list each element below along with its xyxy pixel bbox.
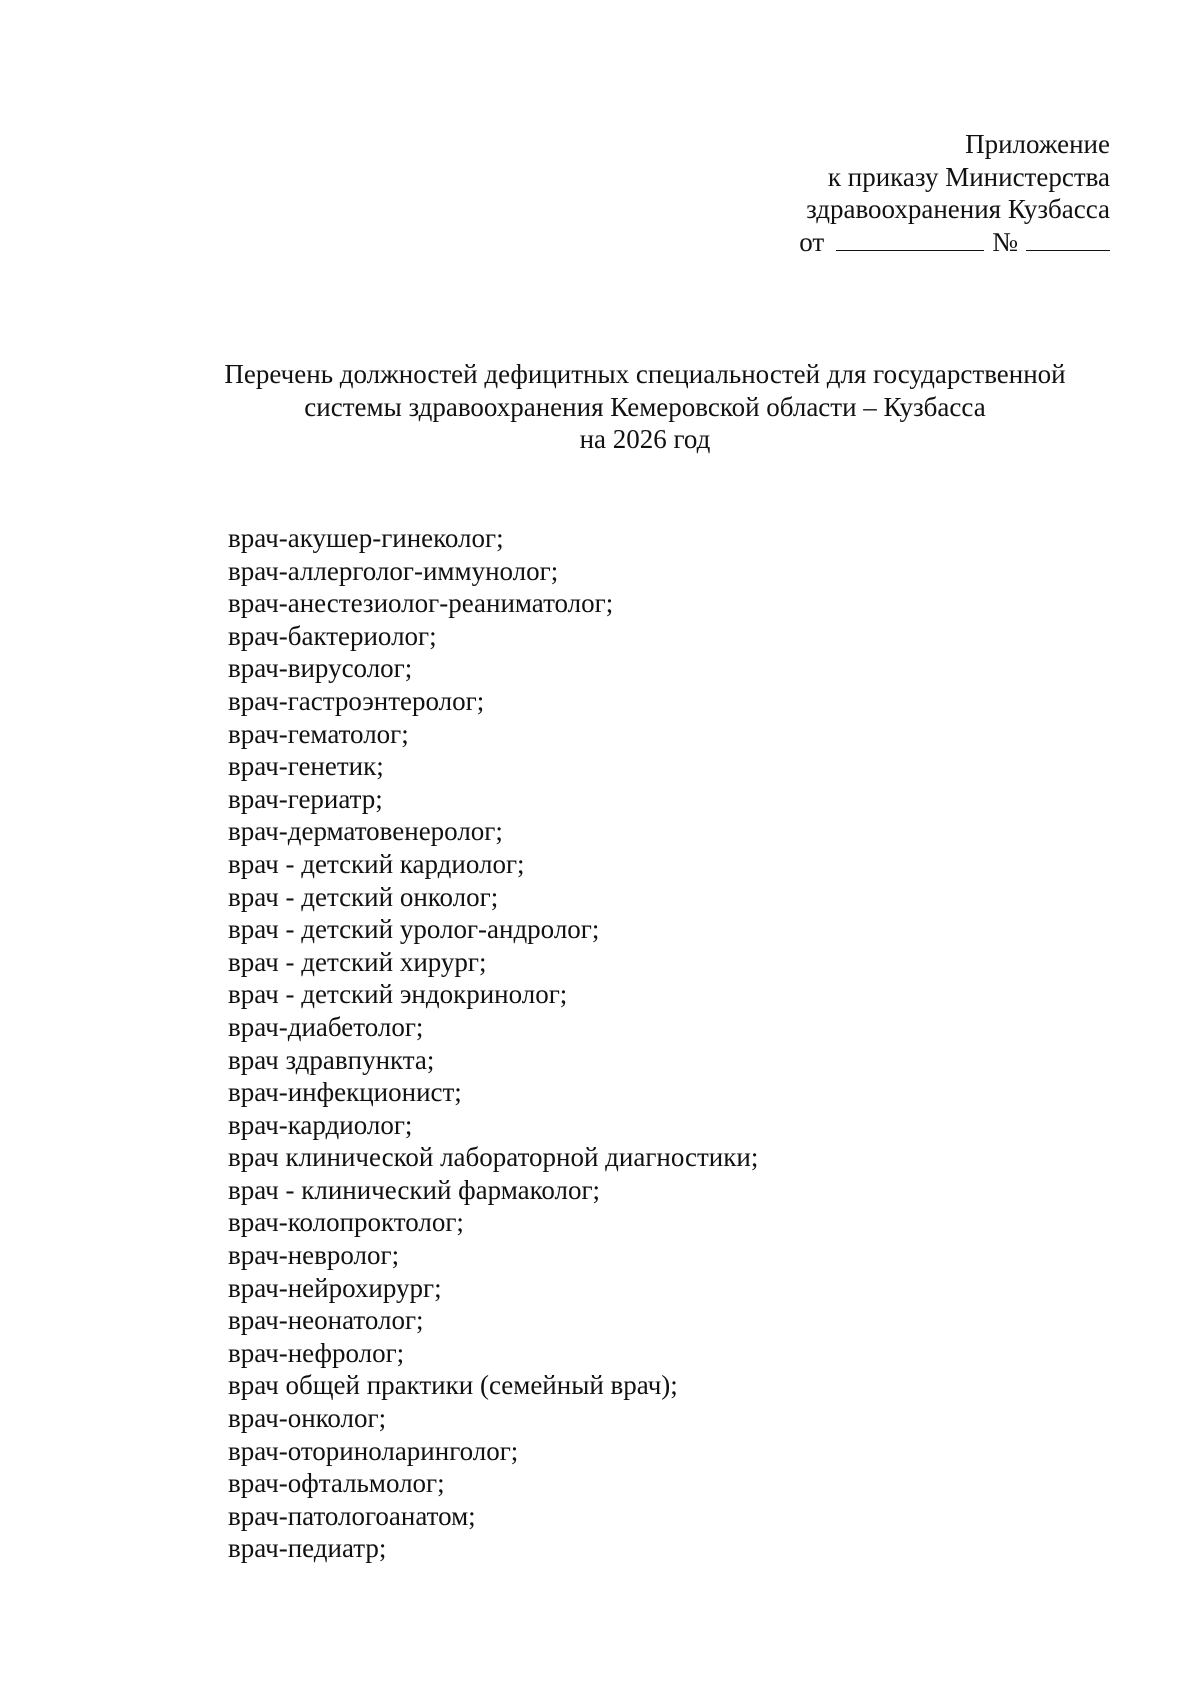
list-item: врач-гематолог; (228, 718, 409, 749)
title-line-3: на 2026 год (579, 424, 711, 454)
list-item: врач-диабетолог; (228, 1011, 424, 1042)
list-item: врач - детский эндокринолог; (228, 979, 568, 1010)
appendix-ministry: здравоохранения Кузбасса (806, 194, 1110, 224)
list-item: врач-педиатр; (228, 1533, 387, 1564)
from-label: от (799, 226, 825, 257)
date-blank-field (836, 228, 984, 251)
list-item: врач-дерматовенеролог; (228, 816, 503, 847)
list-item: врач-гастроэнтеролог; (228, 685, 485, 716)
positions-list (228, 522, 758, 1565)
list-item: врач-инфекционист; (228, 1077, 462, 1108)
list-item: врач - клинический фармаколог; (228, 1174, 601, 1205)
number-label: № (992, 226, 1018, 257)
list-item: врач-оториноларинголог; (228, 1435, 519, 1466)
appendix-header (799, 128, 1110, 258)
list-item: врач-вирусолог; (228, 653, 413, 684)
list-item: врач-генетик; (228, 751, 384, 782)
appendix-date-number-line (799, 226, 1110, 259)
list-item: врач-нефролог; (228, 1337, 405, 1368)
list-item: врач - детский хирург; (228, 946, 487, 977)
list-item: врач - детский онколог; (228, 881, 499, 912)
document-title (0, 358, 1200, 456)
list-item: врач - детский кардиолог; (228, 848, 525, 879)
number-blank-field (1026, 228, 1110, 251)
list-item: врач-акушер-гинеколог; (228, 523, 504, 553)
list-item: врач - детский уролог-андролог; (228, 914, 600, 945)
list-item: врач-невролог; (228, 1240, 400, 1271)
list-item: врач-аллерголог-иммунолог; (228, 555, 559, 586)
appendix-title: Приложение (965, 129, 1110, 159)
title-line-1: Перечень должностей дефицитных специальностей для государственной (224, 359, 1066, 389)
title-line-2: системы здравоохранения Кемеровской области – Кузбасса (304, 391, 986, 422)
list-item: врач-патологоанатом; (228, 1500, 476, 1531)
list-item: врач-офтальмолог; (228, 1468, 445, 1499)
list-item: врач-неонатолог; (228, 1305, 424, 1336)
list-item: врач клинической лабораторной диагностики; (228, 1142, 759, 1173)
list-item: врач-онколог; (228, 1403, 387, 1434)
list-item: врач здравпункта; (228, 1044, 435, 1075)
list-item: врач общей практики (семейный врач); (228, 1370, 678, 1401)
list-item: врач-колопроктолог; (228, 1207, 464, 1238)
list-item: врач-гериатр; (228, 783, 383, 814)
appendix-order-reference: к приказу Министерства (827, 161, 1110, 192)
list-item: врач-бактериолог; (228, 620, 437, 651)
list-item: врач-анестезиолог-реаниматолог; (228, 588, 614, 619)
list-item: врач-нейрохирург; (228, 1272, 442, 1303)
list-item: врач-кардиолог; (228, 1109, 413, 1140)
